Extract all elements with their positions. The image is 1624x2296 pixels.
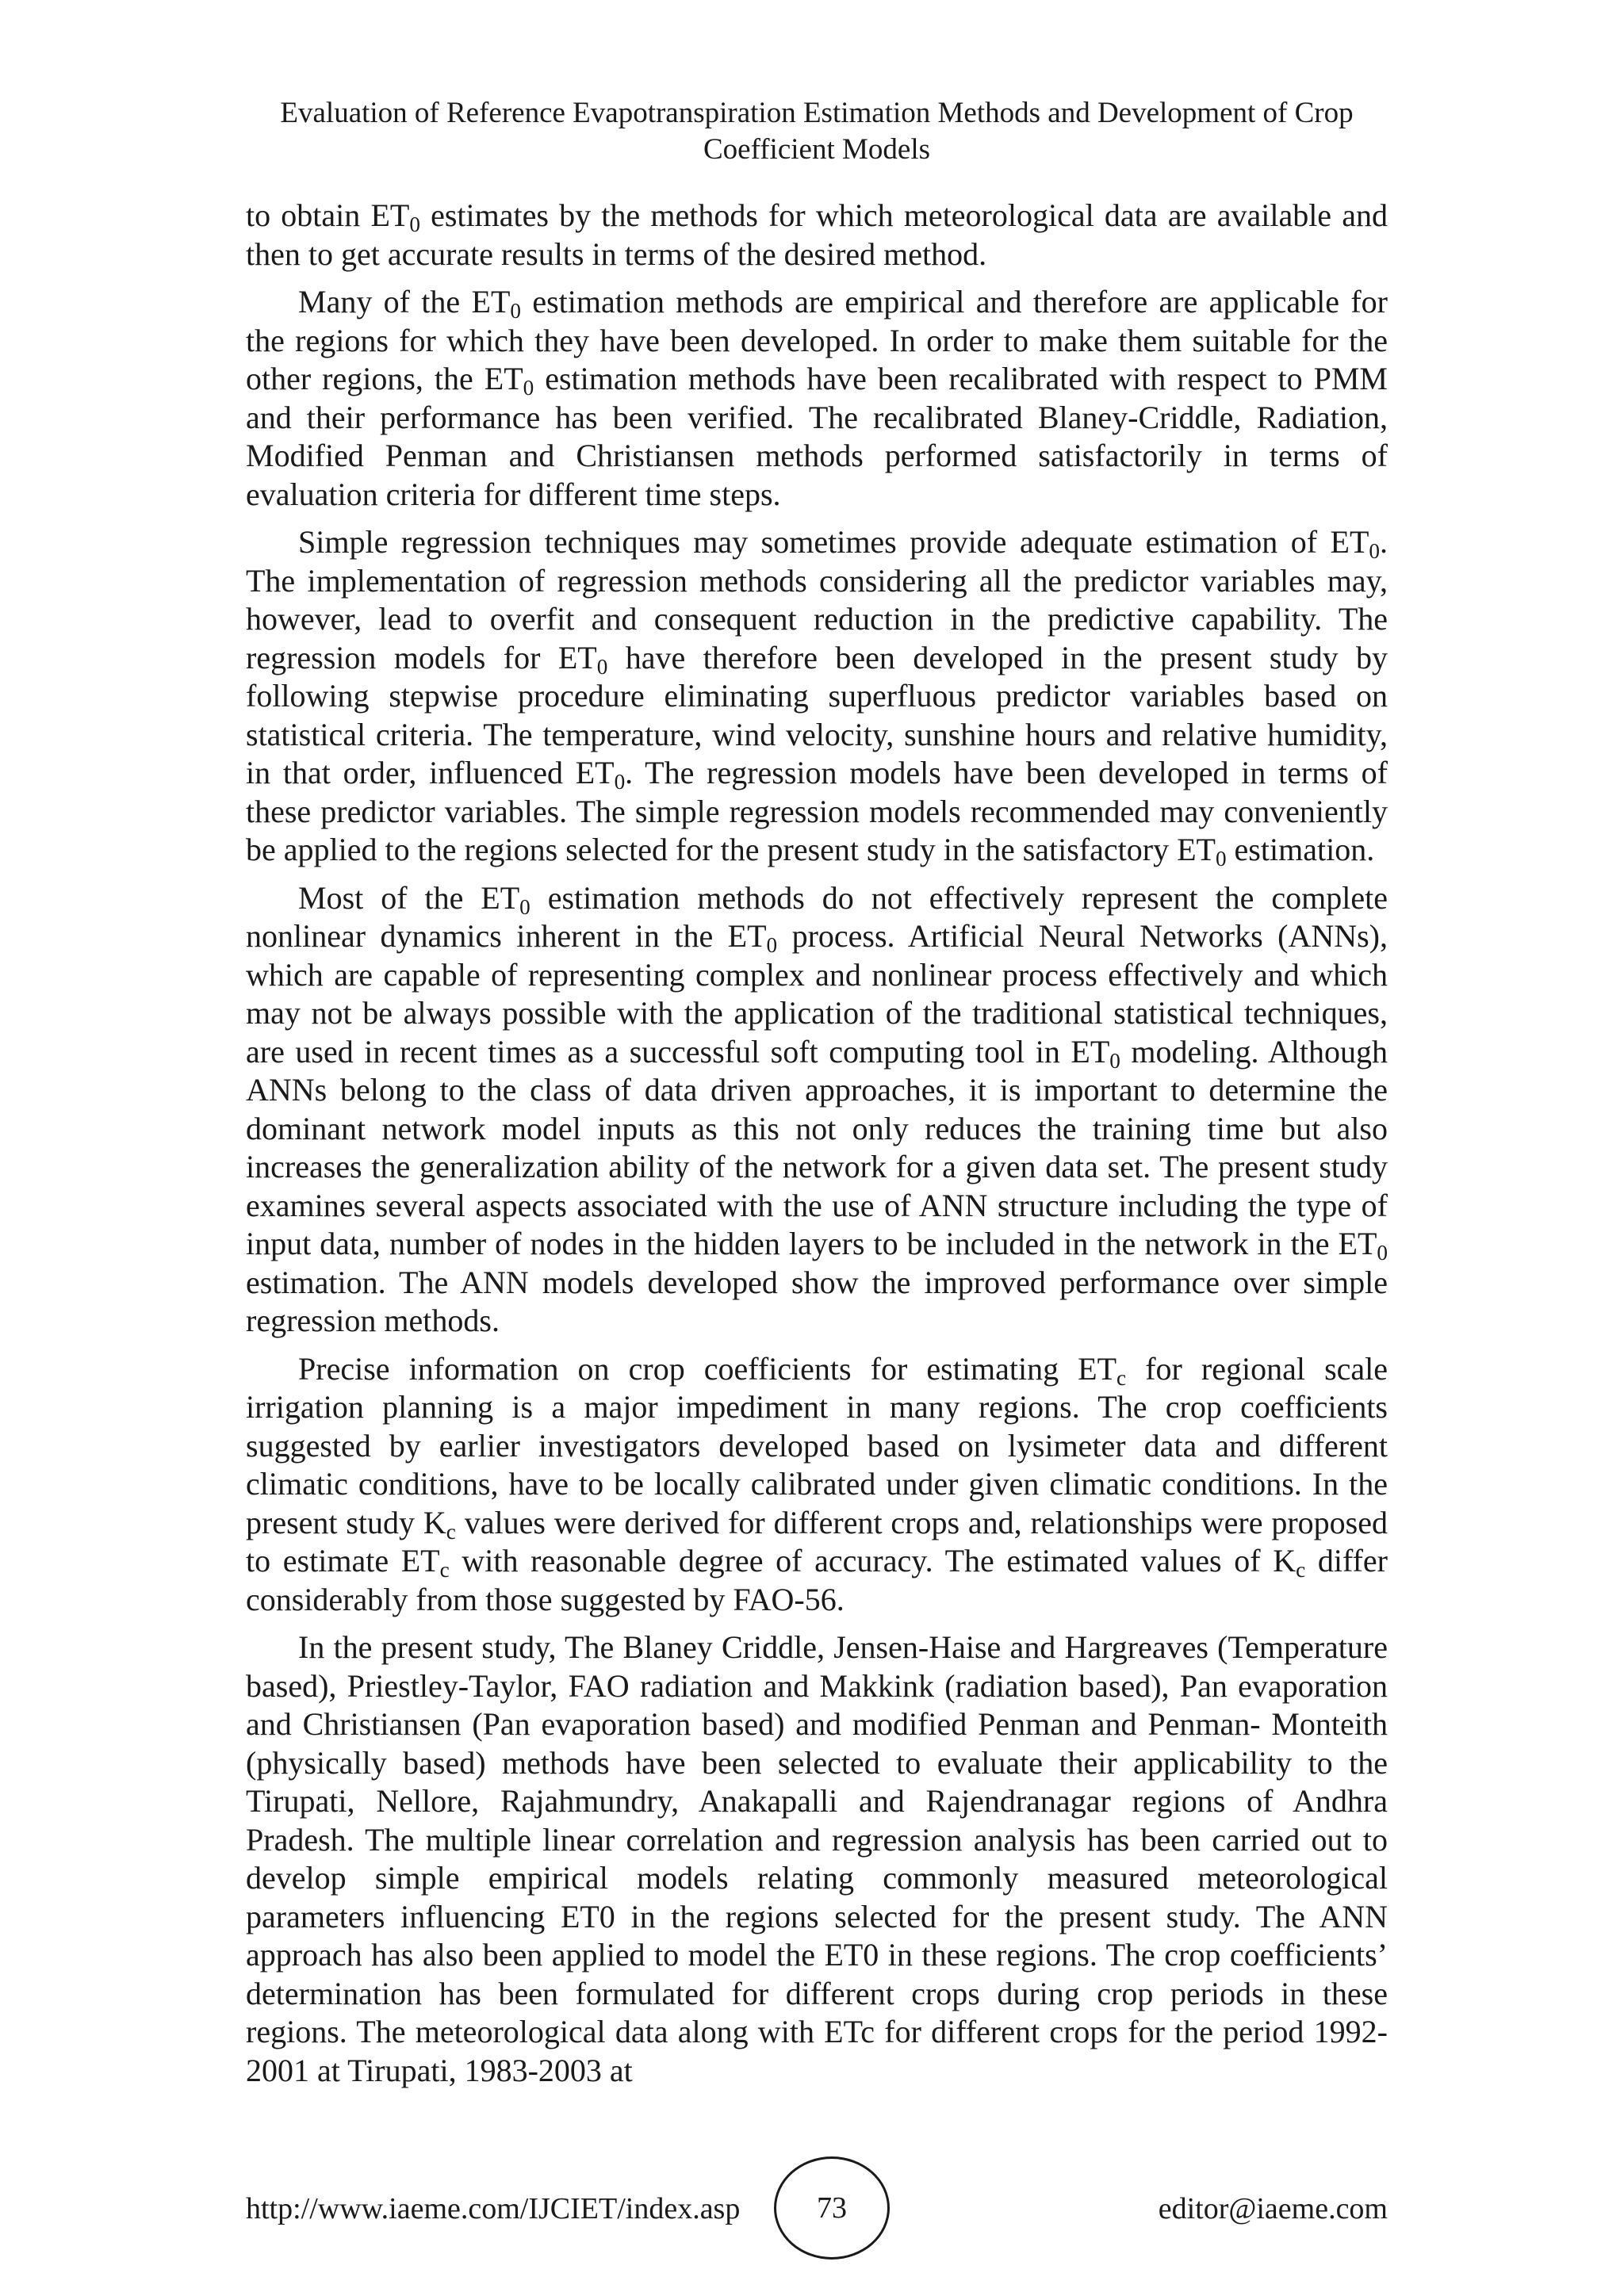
header-title-line-2: Coefficient Models [703, 133, 930, 166]
page-number: 73 [817, 2191, 847, 2225]
running-header [246, 95, 1388, 168]
footer-url-link[interactable]: http://www.iaeme.com/IJCIET/index.asp [246, 2192, 741, 2225]
page-number-badge [774, 2156, 890, 2260]
body-text [246, 197, 1388, 2099]
paragraph-6: In the present study, The Blaney Criddle, Jensen-Haise and Hargreaves (Temperature based), Priestley-Taylor, FAO radiation and Makkink (radiation based), Pan evaporation and Christiansen (Pan evaporation based) and modified Penman and Penman- Monteith (physically based) methods have been selected to evaluate their applicability to the Tirupati, Nellore, Rajahmundry, Anakapalli and Rajendranagar regions of Andhra Pradesh. The multiple linear correlation and regression analysis has been carried out to develop simple empirical models relating commonly measured meteorological parameters influencing ET0 in the regions selected for the present study. The ANN approach has also been applied to model the ET0 in these regions. The crop coefficients’ determination has been formulated for different crops during crop periods in these regions. The meteorological data along with ETc for different crops for the period 1992-2001 at Tirupati, 1983-2003 at [246, 1629, 1388, 2088]
paragraph-3: Simple regression techniques may sometimes provide adequate estimation of $ET_0$. The implementation of regression methods considering all the predictor variables may, however, lead to overfit and consequent reduction in the predictive capability. The regression models for $ET_0$ have therefore been developed in the present study by following stepwise procedure eliminating superfluous predictor variables based on statistical criteria. The temperature, wind velocity, sunshine hours and relative humidity, in that order, influenced $ET_0$. The regression models have been developed in terms of these predictor variables. The simple regression models recommended may conveniently be applied to the regions selected for the present study in the satisfactory $ET_0$ estimation. [246, 524, 1388, 871]
paragraph-5: Precise information on crop coefficients for estimating $ET_c$ for regional scale irrigation planning is a major impediment in many regions. The crop coefficients suggested by earlier investigators developed based on lysimeter data and different climatic conditions, have to be locally calibrated under given climatic conditions. In the present study $K_c$ values were derived for different crops and, relationships were proposed to estimate $ET_c$ with reasonable degree of accuracy. The estimated values of $K_c$ differ considerably from those suggested by FAO-56. [246, 1350, 1388, 1617]
page-footer [246, 2156, 1388, 2260]
paragraph-4: Most of the $ET_0$ estimation methods do not effectively represent the complete nonlinear dynamics inherent in the $ET_0$ process. Artificial Neural Networks (ANNs), which are capable of representing complex and nonlinear process effectively and which may not be always possible with the application of the traditional statistical techniques, are used in recent times as a successful soft computing tool in $ET_0$ modeling. Although ANNs belong to the class of data driven approaches, it is important to determine the dominant network model inputs as this not only reduces the training time but also increases the generalization ability of the network for a given data set. The present study examines several aspects associated with the use of ANN structure including the type of input data, number of nodes in the hidden layers to be included in the network in the $ET_0$ estimation. The ANN models developed show the improved performance over simple regression methods. [246, 879, 1388, 1338]
footer-email-link[interactable]: editor@iaeme.com [1158, 2192, 1388, 2225]
paragraph-1: to obtain $ET_0$ estimates by the methods for which meteorological data are available and then to get accurate results in terms of the desired method. [246, 197, 1388, 272]
paragraph-2: Many of the $ET_0$ estimation methods are empirical and therefore are applicable for the regions for which they have been developed. In order to make them suitable for the other regions, the $ET_0$ estimation methods have been recalibrated with respect to PMM and their performance has been verified. The recalibrated Blaney-Criddle, Radiation, Modified Penman and Christiansen methods performed satisfactorily in terms of evaluation criteria for different time steps. [246, 284, 1388, 512]
header-title-line-1: Evaluation of Reference Evapotranspiration Estimation Methods and Development of Crop [280, 97, 1354, 129]
